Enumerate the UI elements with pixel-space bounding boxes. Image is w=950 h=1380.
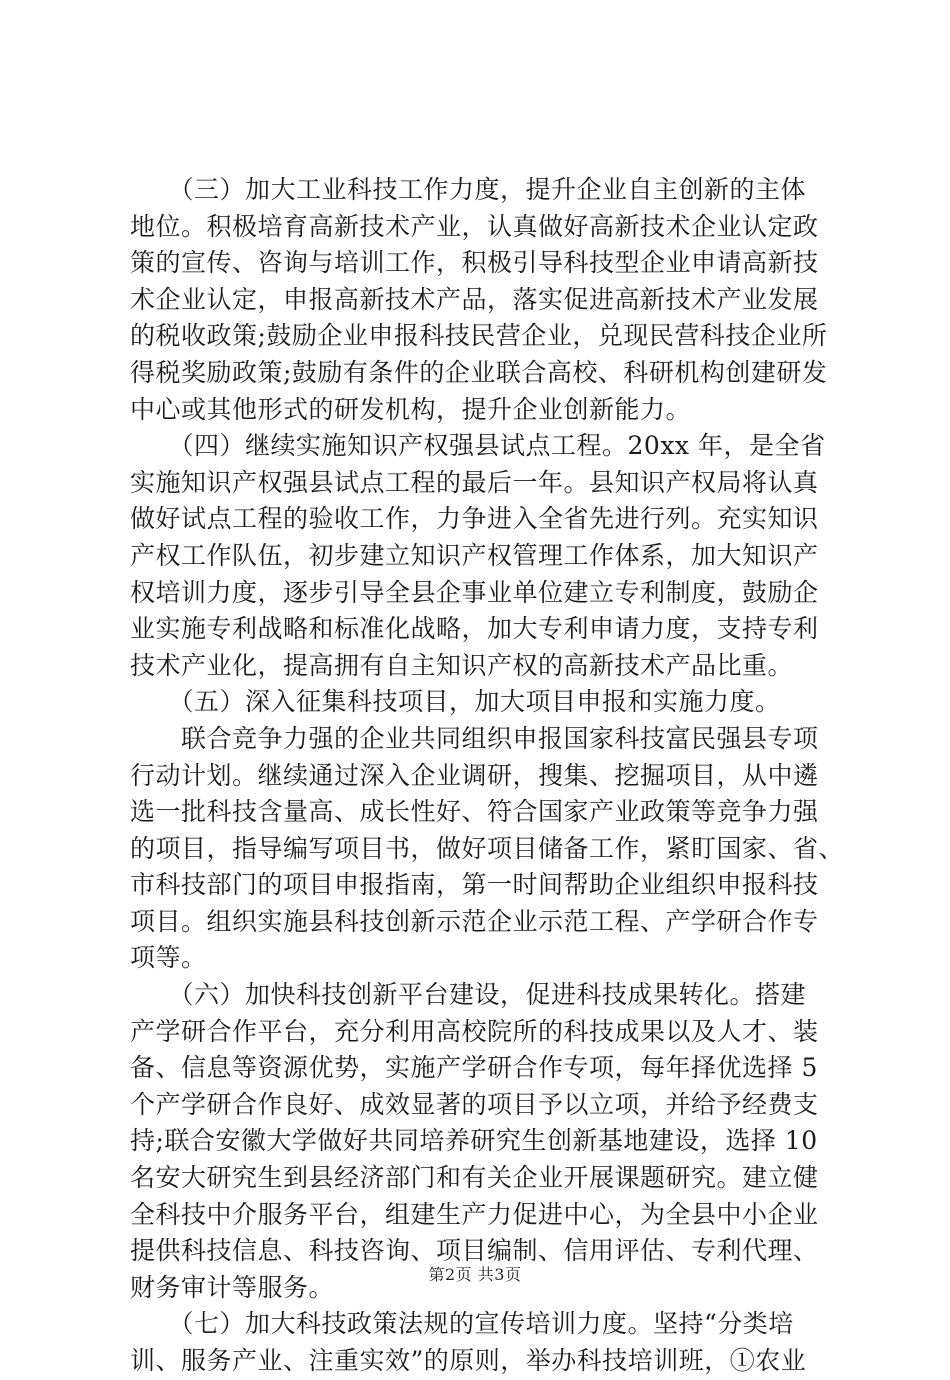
text-line: 的项目，指导编写项目书，做好项目储备工作，紧盯国家、省、: [130, 833, 845, 863]
text-line: （三）加大工业科技工作力度，提升企业自主创新的主体: [130, 175, 807, 204]
text-line: （五）深入征集科技项目，加大项目申报和实施力度。: [130, 687, 781, 717]
text-line: 做好试点工程的验收工作，力争进入全省先进行列。充实知识: [130, 504, 819, 534]
text-line: 提供科技信息、科技咨询、项目编制、信用评估、专利代理、: [130, 1236, 819, 1266]
page-number-footer: 第2页 共3页: [428, 1265, 522, 1284]
text-line: 选一批科技含量高、成长性好、符合国家产业政策等竞争力强: [130, 797, 819, 827]
text-line: 实施知识产权强县试点工程的最后一年。县知识产权局将认真: [130, 467, 819, 497]
text-line: 技术产业化，提高拥有自主知识产权的高新技术产品比重。: [130, 650, 794, 680]
text-line: （六）加快科技创新平台建设，促进科技成果转化。搭建: [130, 980, 807, 1010]
text-line: 备、信息等资源优势，实施产学研合作专项，每年择优选择 5: [130, 1053, 818, 1083]
text-line: 持;联合安徽大学做好共同培养研究生创新基地建设，选择 10: [130, 1126, 818, 1156]
text-line: （四）继续实施知识产权强县试点工程。20xx 年，是全省: [130, 431, 826, 461]
text-line: 个产学研合作良好、成效显著的项目予以立项，并给予经费支: [130, 1089, 819, 1119]
text-line: 得税奖励政策;鼓励有条件的企业联合高校、科研机构创建研发: [130, 357, 828, 387]
text-line: 产权工作队伍，初步建立知识产权管理工作体系，加大知识产: [130, 540, 819, 570]
text-line: 中心或其他形式的研发机构，提升企业创新能力。: [130, 394, 692, 424]
text-line: 术企业认定，申报高新技术产品，落实促进高新技术产业发展: [130, 284, 819, 314]
text-line: （七）加大科技政策法规的宣传培训力度。坚持“分类培: [130, 1309, 794, 1339]
text-line: 市科技部门的项目申报指南，第一时间帮助企业组织申报科技: [130, 870, 819, 900]
text-line: 财务审计等服务。: [130, 1272, 335, 1302]
text-line: 联合竞争力强的企业共同组织申报国家科技富民强县专项: [130, 723, 819, 753]
text-line: 行动计划。继续通过深入企业调研，搜集、挖掘项目，从中遴: [130, 760, 819, 790]
text-line: 权培训力度，逐步引导全县企事业单位建立专利制度，鼓励企: [130, 577, 819, 607]
text-line: 项等。: [130, 943, 207, 973]
text-line: 的税收政策;鼓励企业申报科技民营企业，兑现民营科技企业所: [130, 321, 828, 351]
text-line: 全科技中介服务平台，组建生产力促进中心，为全县中小企业: [130, 1199, 819, 1229]
text-line: 产学研合作平台，充分利用高校院所的科技成果以及人才、装: [130, 1016, 819, 1046]
document-body: [130, 172, 845, 1380]
text-line: 策的宣传、咨询与培训工作，积极引导科技型企业申请高新技: [130, 248, 819, 278]
text-line: 项目。组织实施县科技创新示范企业示范工程、产学研合作专: [130, 906, 819, 936]
text-line: 业实施专利战略和标准化战略，加大专利申请力度，支持专利: [130, 614, 819, 644]
text-line: 地位。积极培育高新技术产业，认真做好高新技术企业认定政: [130, 211, 819, 241]
text-line: 名安大研究生到县经济部门和有关企业开展课题研究。建立健: [130, 1163, 819, 1193]
text-line: 训、服务产业、注重实效”的原则，举办科技培训班，①农业: [130, 1346, 807, 1375]
